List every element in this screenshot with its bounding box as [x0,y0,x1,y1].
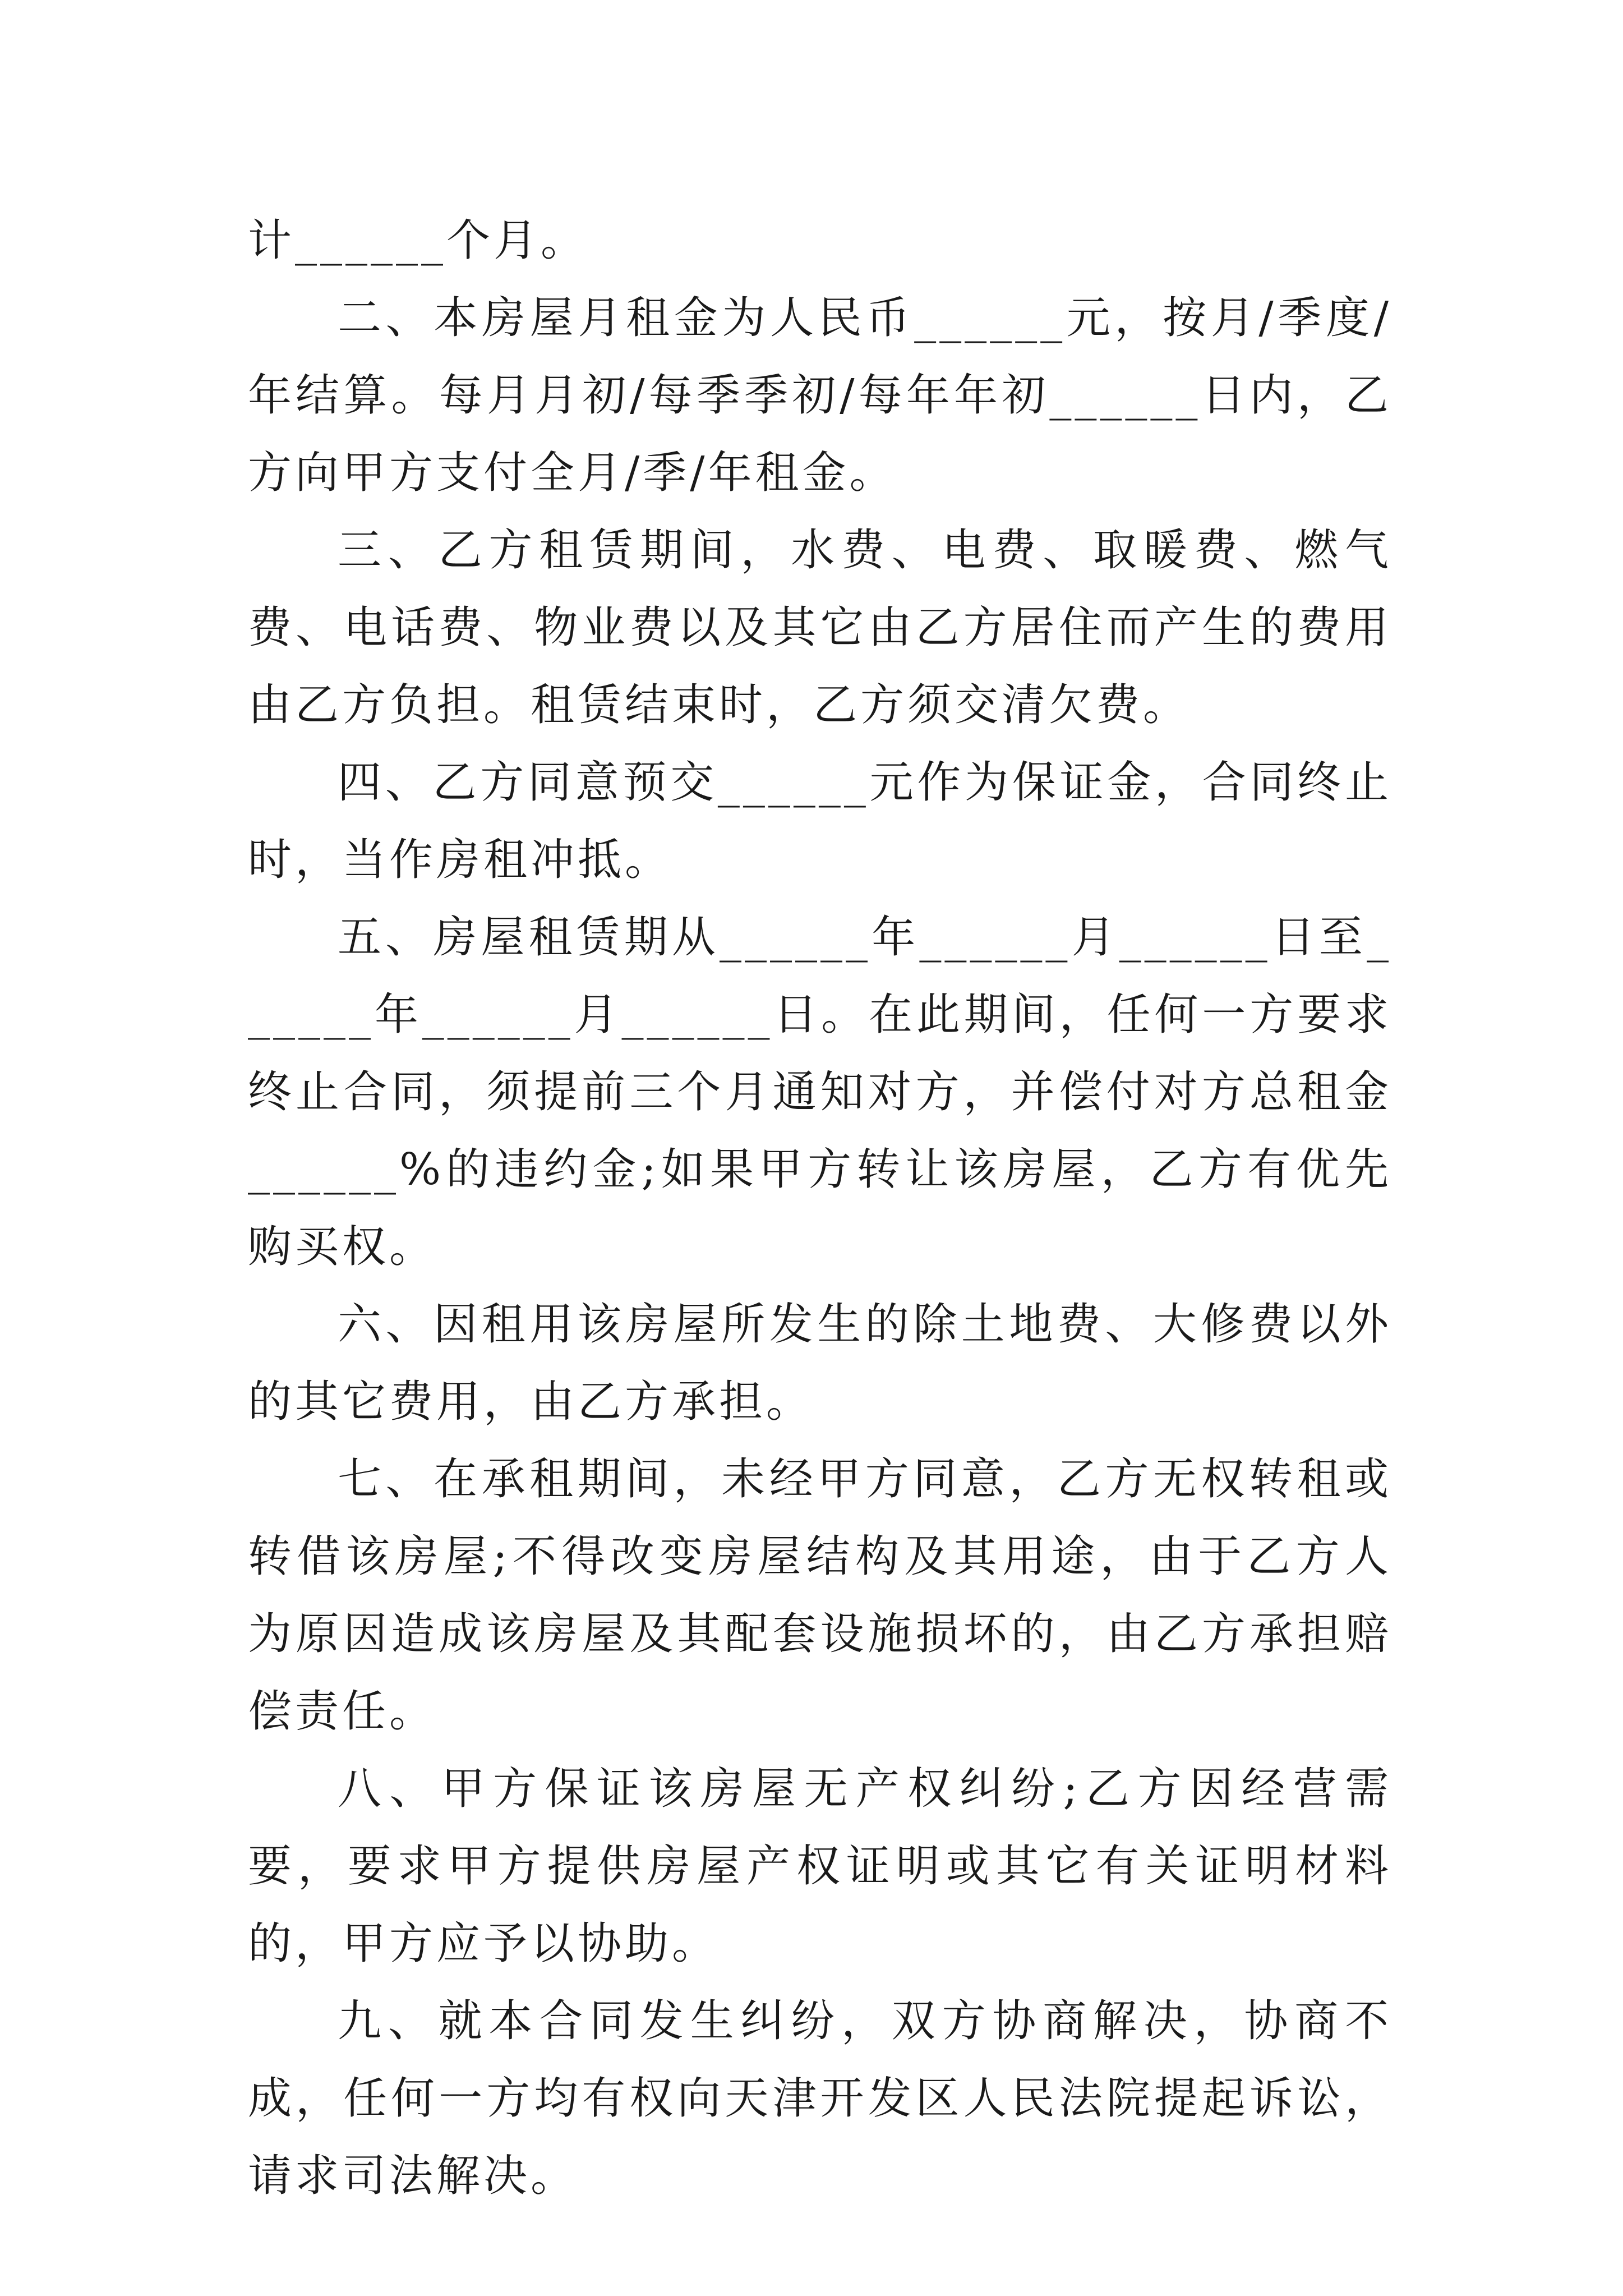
clause-6-other-fees: 六、因租用该房屋所发生的除土地费、大修费以外的其它费用，由乙方承担。 [248,1299,1392,1427]
clause-4-deposit: 四、乙方同意预交______元作为保证金，合同终止时，当作房租冲抵。 [248,757,1392,885]
paragraph-continuation: 计______个月。 [248,215,588,266]
clause-2-rent: 二、本房屋月租金为人民币______元，按月/季度/年结算。每月月初/每季季初/每年年初______日内，乙方向甲方支付全月/季/年租金。 [248,293,1392,498]
clause-5-term: 五、房屋租赁期从______年______月______日至______年______月______日。在此期间，任何一方要求终止合同，须提前三个月通知对方，并偿付对方总租金______%的违约金;如果甲方转让该房屋，乙方有优先购买权。 [248,912,1392,1272]
contract-body [248,202,1392,2215]
clause-8-property-rights: 八、甲方保证该房屋无产权纠纷;乙方因经营需要，要求甲方提供房屋产权证明或其它有关证明材料的，甲方应予以协助。 [248,1764,1392,1969]
clause-7-sublease: 七、在承租期间，未经甲方同意，乙方无权转租或转借该房屋;不得改变房屋结构及其用途，由于乙方人为原因造成该房屋及其配套设施损坏的，由乙方承担赔偿责任。 [248,1454,1392,1737]
clause-3-utilities: 三、乙方租赁期间，水费、电费、取暖费、燃气费、电话费、物业费以及其它由乙方居住而产生的费用由乙方负担。租赁结束时，乙方须交清欠费。 [248,525,1392,730]
clause-9-disputes: 九、就本合同发生纠纷，双方协商解决，协商不成，任何一方均有权向天津开发区人民法院提起诉讼，请求司法解决。 [248,1996,1392,2201]
